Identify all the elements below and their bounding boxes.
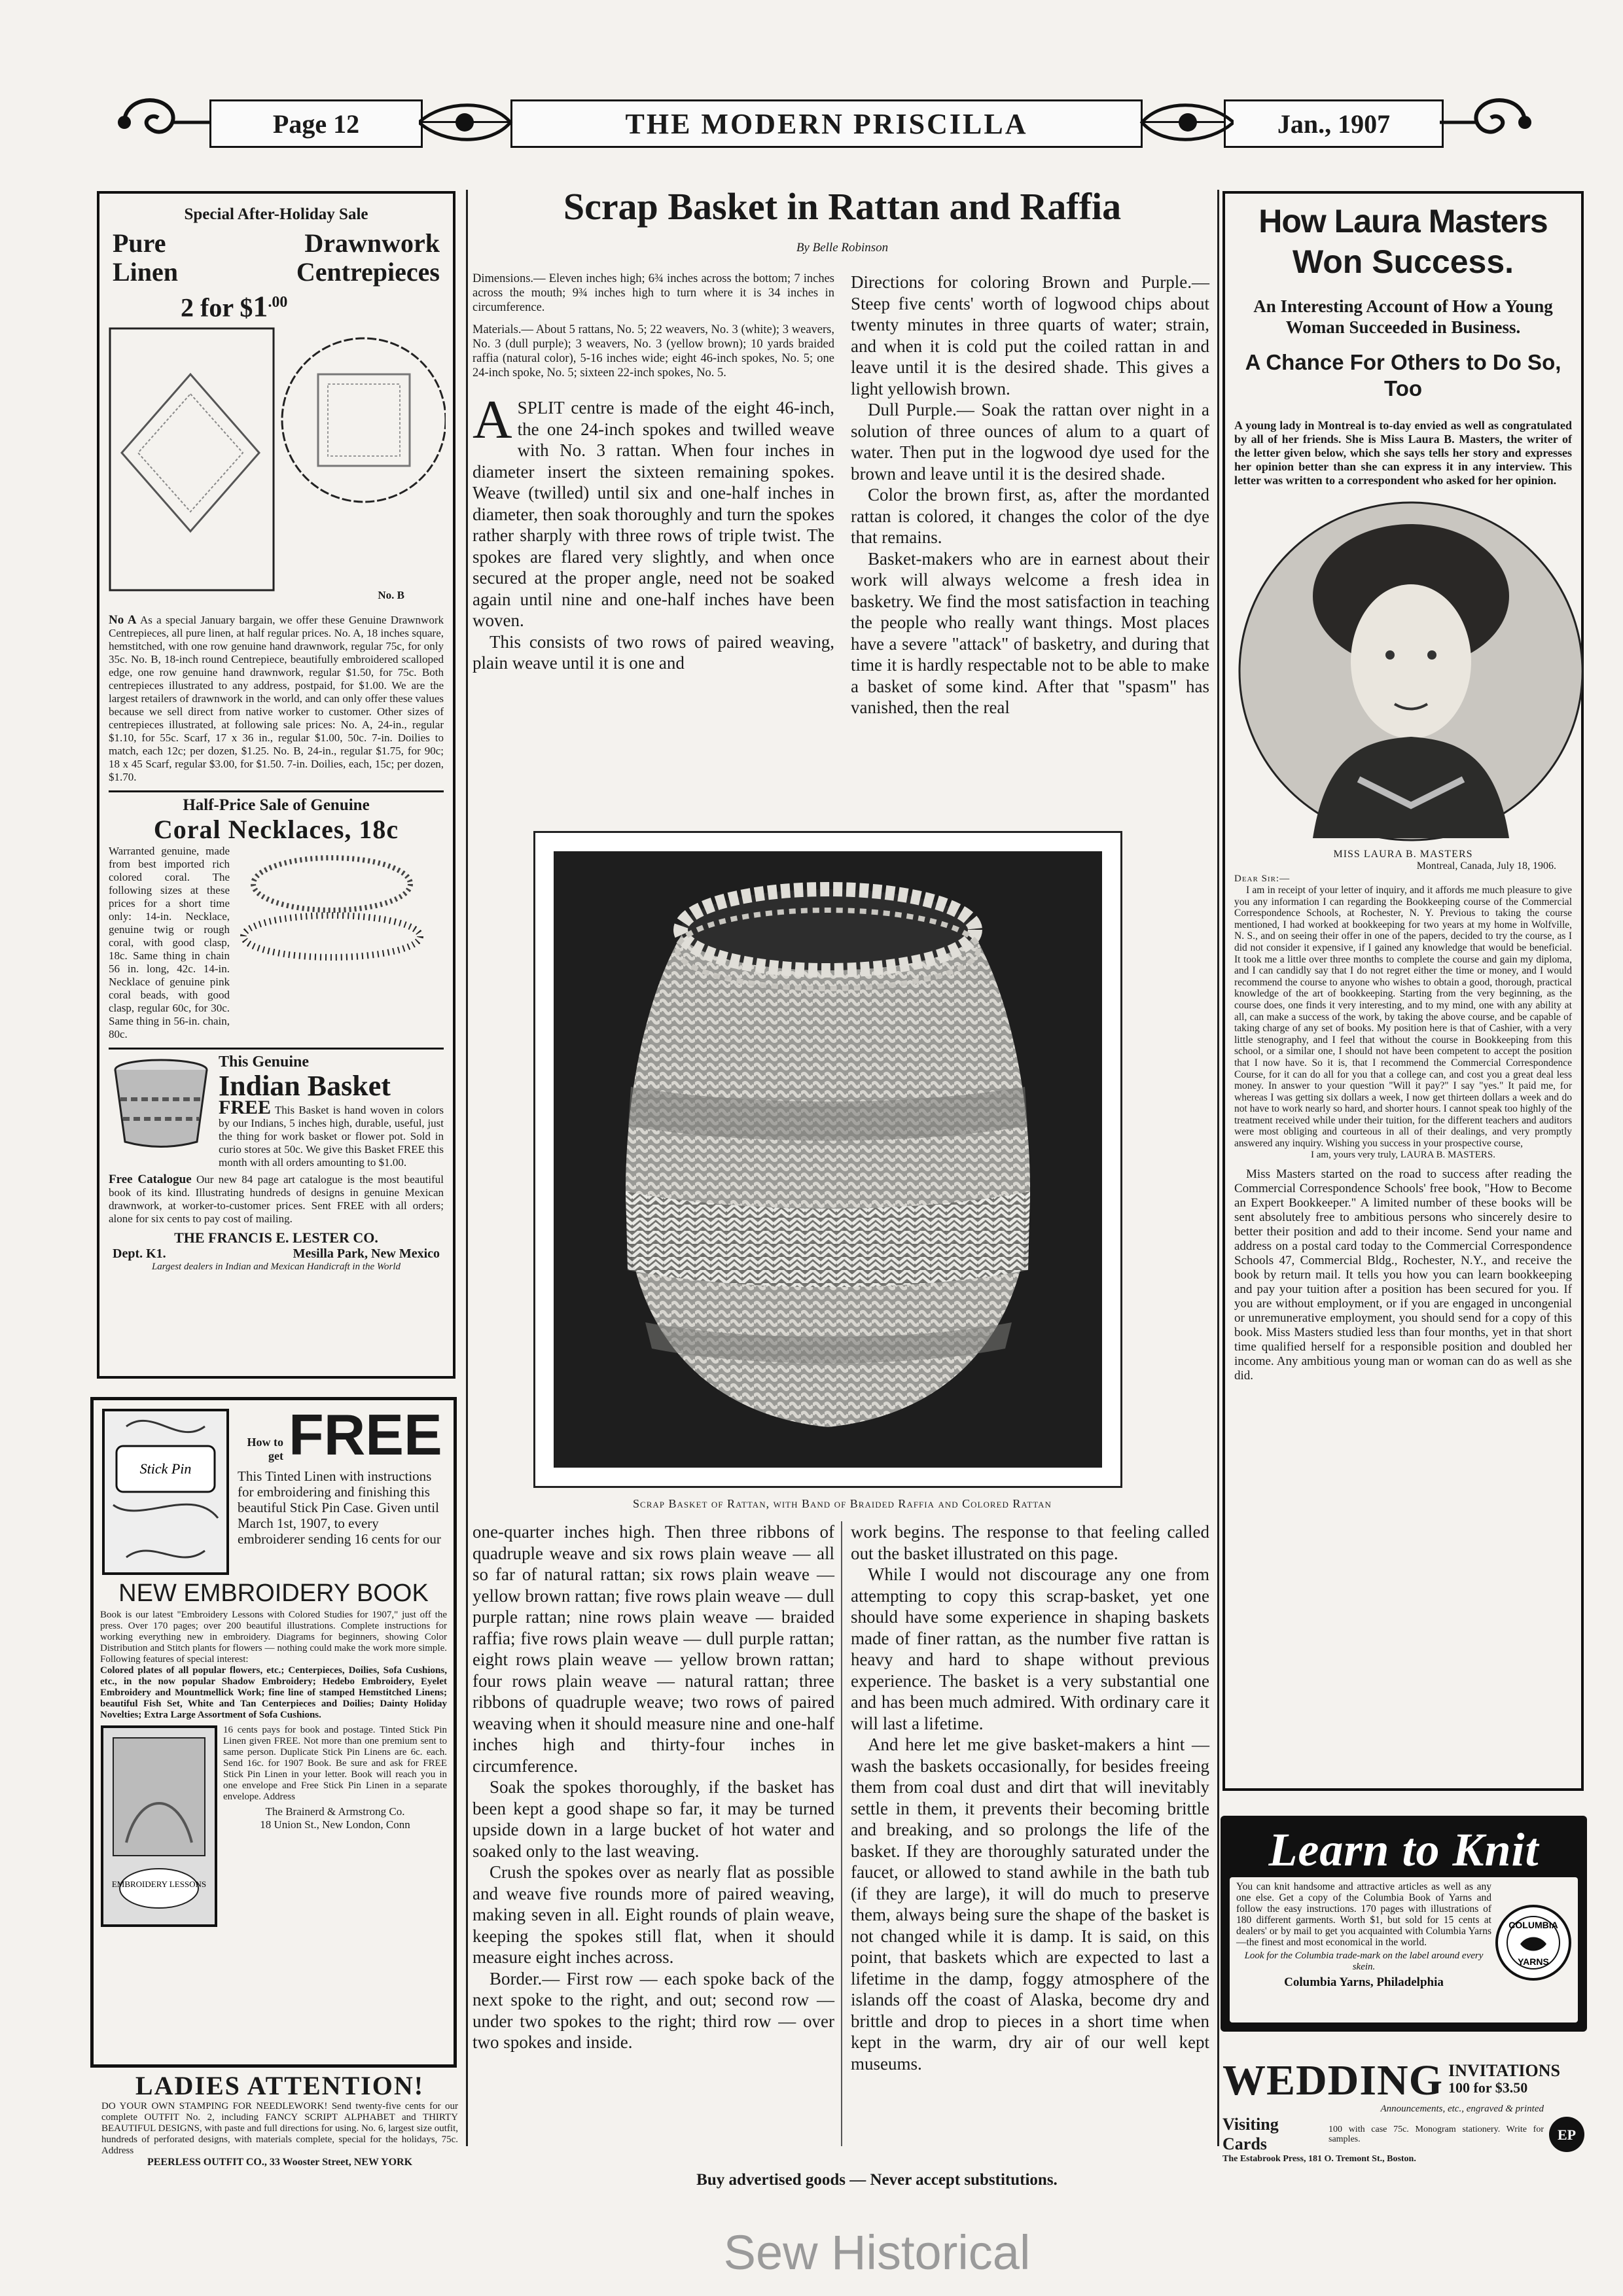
embroidery-intro: This Tinted Linen with instructions for embroidering and finishing this beautiful Stick Pin Case. Given until March 1st, 1907, to every embroiderer sending 16 cents for our (238, 1468, 441, 1547)
masthead-title: THE MODERN PRISCILLA (510, 99, 1143, 148)
wedding-body-a: Announcements, etc., engraved & printed (1380, 2104, 1544, 2114)
laura-masters-portrait (1234, 498, 1588, 845)
letter-signoff: I am, yours very truly, LAURA B. MASTERS. (1311, 1149, 1495, 1160)
column-rule-right (1217, 190, 1219, 2146)
stick-pin-case-illustration (100, 1407, 231, 1577)
linen-head-left-2: Linen (113, 257, 179, 287)
work-begins: work begins. The response to that feeling called out the basket illustrated on this page. (851, 1522, 1209, 1563)
embroidery-headline: NEW EMBROIDERY BOOK (118, 1580, 429, 1607)
embroidery-features: Colored plates of all popular flowers, etc.; Centerpieces, Doilies, Sofa Cushions, etc., in the now popular Shadow Embroidery; Hedebo Embroidery, Eyelet Embroidery and Mountmellick Work; fine line of stamped Hemstitched Linens; beautiful Fish Set, White and Tan Centerpieces and Doilies; Dainty Holiday Novelties; Extra Large Assortment of Sofa Cushions. (100, 1665, 447, 1720)
embroidery-free: FREE (289, 1402, 442, 1467)
linen-head-right-1: Drawnwork (304, 228, 440, 258)
brainerd-address-2: 18 Union St., New London, Conn (260, 1818, 410, 1831)
masters-title-2: Won Success. (1292, 243, 1514, 280)
column-rule-left (466, 190, 468, 2146)
article-inner-rule (841, 1521, 842, 2146)
embroidery-offer: 16 cents pays for book and postage. Tinted Stick Pin Linen given FREE. Not more than one premium sent to same person. Duplicate Stick Pin Linens are 6c. each. Send 16c. for 1907 Book. Be sure and ask for FREE Stick Pin Linen in your letter. Book will reach you in one envelope and Free Stick Pin Linen in a separate envelope. Address (223, 1725, 447, 1802)
knit-body: You can knit handsome and attractive articles as well as any one else. Get a copy of the Columbia Book of Yarns and follow the easy instructions. 170 pages with illustrations of 180 different garments. Worth $1, but sold for 15 cents at dealers' or by mail to get you acquainted with Columbia Yarns—the finest and most economical in the world. (1236, 1881, 1491, 1948)
coral-necklaces-illustration (234, 845, 430, 976)
masters-subhead-1: An Interesting Account of How a Young Woman Succeeded in Business. (1253, 296, 1553, 337)
wedding-invitations-ad (1222, 2057, 1586, 2164)
catalogue-body: Free Catalogue Our new 84 page art catalogue is the most beautiful book of its kind. Illustrating hundreds of designs in genuine Mexican drawnwork, at worker-to-customer prices. Sent FREE with all orders; alone for six cents to pay cost of mailing. (109, 1173, 444, 1225)
knit-trademark: Look for the Columbia trade-mark on the label around every skein. (1244, 1951, 1484, 1972)
center-left-ornament-icon (419, 86, 517, 158)
basket-kicker: This Genuine (219, 1053, 310, 1070)
basket-makers-para: Basket-makers who are in earnest about their work will always welcome a fresh idea in basketry. We find the most satisfaction in teaching the people who really want things. Most places have a severe "attack" of basketry, and during that time it is hardly respectable not to be able to make a basket of some kind. After that "spasm" has vanished, then the real (851, 548, 1209, 717)
photo-caption: Scrap Basket of Rattan, with Band of Braided Raffia and Colored Rattan (633, 1497, 1052, 1510)
ladies-body: DO YOUR OWN STAMPING FOR NEEDLEWORK! Send twenty-five cents for our complete OUTFIT No. 2, including FANCY SCRIPT ALPHABET and THIRTY BEAUTIFUL DESIGNS, with paste and full directions for using. No. 6, largest size outfit, hundreds of perforated designs, with materials complete, special for the holidays, 75c. Address (101, 2101, 458, 2156)
discourage-para: While I would not discourage any one from attempting to copy this scrap-basket, yet one should have some experience in shaping baskets made of finer rattan, as the number five rattan is heavy and hard to shape without previous experience. The basket is a very substantial one and has been much admired. With ordinary care it will last a lifetime. (851, 1564, 1209, 1733)
sew-historical-watermark: Sew Historical (723, 2225, 1031, 2280)
lester-address: Dept. K1. Mesilla Park, New Mexico (113, 1246, 440, 1261)
article-materials: Materials.— About 5 rattans, No. 5; 22 weavers, No. 3 (white); 3 weavers, No. 3 (dull purple); 3 weavers, No. 3 (yellow brown); 10 yards braided raffia (natural color), 5-16 inches wide; eight 46-inch spokes, No. 5; one 24-inch spoke, No. 5; sixteen 22-inch spokes, No. 5. (473, 323, 834, 380)
center-right-ornament-icon (1135, 86, 1234, 158)
seal-bottom: YARNS (1518, 1956, 1549, 1967)
embroidery-book-ad (90, 1397, 457, 2068)
article-byline: By Belle Robinson (796, 241, 889, 255)
wedding-footer: The Estabrook Press, 181 O. Tremont St., Boston. (1222, 2154, 1416, 2164)
masters-intro: A young lady in Montreal is to-day envied as well as congratulated by all of her friends. She is Miss Laura B. Masters, the writer of the letter given below, which she says tells her story and expresses her opinion better than she can express it in any interview. This letter was written to a correspondent who asked for her opinion. (1234, 419, 1572, 487)
article-dimensions: Dimensions.— Eleven inches high; 6¾ inches across the bottom; 7 inches across the mouth; 9¾ inches high to turn where it is 34 inches in circumference. (473, 272, 834, 314)
page-number-label: Page 12 (209, 99, 423, 148)
masters-subhead-2: A Chance For Others to Do So, Too (1245, 350, 1561, 400)
footer-tagline: Buy advertised goods — Never accept substitutions. (696, 2171, 1058, 2189)
laura-masters-ad (1222, 191, 1584, 1791)
left-scroll-ornament-icon (111, 86, 209, 158)
scrap-basket-photo (554, 851, 1102, 1468)
wedding-price: 100 for $3.50 (1448, 2079, 1528, 2096)
weaving-sequence: one-quarter inches high. Then three ribbons of quadruple weave and six rows plain weave — all so far of natural rattan; six rows plain weave — yellow brown rattan; five rows plain weave — dull purple rattan; nine rows plain weave — braided raffia; five rows plain weave — dull purple rattan; eight rows plain weave — yellow brown rattan; four rows plain weave — natural rattan; three ribbons of quadruple weave; two rows of paired weaving when it should measure nine and one-half inches high and thirty-four inches in circumference. (473, 1522, 834, 1776)
case-label: Stick Pin (139, 1460, 192, 1477)
ladies-attention-ad (101, 2071, 458, 2169)
right-scroll-ornament-icon (1440, 86, 1538, 158)
basket-title: Indian Basket (219, 1070, 391, 1102)
color-brown-first: Color the brown first, as, after the mordanted rattan is colored, it changes the color of the dye that remains. (851, 485, 1209, 547)
estabrook-press-seal-icon (1548, 2115, 1586, 2153)
basket-body: FREE This Basket is hand woven in colors by our Indians, 5 inches high, durable, useful, just the thing for work basket or flower pot. Sold in curio stores at 50c. We give this Basket FREE this month with all orders amounting to $1.00. (219, 1097, 444, 1169)
article-col2-bottom (851, 1521, 1209, 2074)
ladies-headline: LADIES ATTENTION! (135, 2071, 425, 2100)
embroidery-book-illustration (100, 1725, 218, 1928)
page-header (111, 85, 1538, 164)
masters-letter: I am in receipt of your letter of inquiry, and it affords me much pleasure to give you any information I can regarding the Bookkeeping course of the Commercial Correspondence Schools, at Rochester, N. Y. Previous to taking the course mentioned, I had worked at bookkeeping for two years at my home in Wolfville, N. S., and on seeing their offer in one of the papers, decided to try the course, as I did not consider it expensive, if I gained any knowledge that would be beneficial. It took me a little over three months to complete the course and gain my diploma, and I can candidly say that I do not regret either the time or money, and I would recommend the course to anyone who wishes to obtain a good, thorough, practical knowledge of the art of bookkeeping. Starting from the very beginning, as the course does, one finds it very interesting, and to my mind, one with any ability at all, can make a success of the work, by taking the above course, and be capable of taking charge of any set of books. My position here is that of Cashier, with a very little stenography, and I feel that without the course in Bookkeeping from this school, or a similar one, I should not have been competent to accept the position that I now have. So it is, that I recommend the Commercial Correspondence Course, for it can do all for you that a college can, and cost you a great deal less money. In answer to your question "Will it pay?" I say "yes." It paid me, for whereas I was getting six dollars a week, I now get thirteen dollars a week and do not have to work nearly so hard, and shorter hours. I cannot speak too highly of the treatment received while under their tuition, for the different teachers and auditors were most obliging and courteous in all of their dealings, and very promptly answered any inquiry. Wishing you success in your prospective course, (1234, 885, 1572, 1150)
linen-kicker: Special After-Holiday Sale (184, 205, 368, 223)
columbia-yarns-seal-icon (1494, 1903, 1573, 1982)
dull-purple-directions: Dull Purple.— Soak the rattan over night in a solution of three ounces of alum to a quart of water. Then put in the logwood dye used for the brown and leave until it is the desired shade. (851, 400, 1209, 484)
linen-head-right-2: Centrepieces (296, 257, 440, 287)
coloring-directions: Directions for coloring Brown and Purple.— Steep five cents' worth of logwood chips about twenty minutes in three quarts of water; strain, and when it is cold put the coiled rattan in and leave until it is the desired shade. This gives a light yellowish brown. (851, 272, 1209, 398)
seal-top: COLUMBIA (1508, 1920, 1558, 1930)
article-para1: A SPLIT centre is made of the eight 46-inch, the one 24-inch spokes and twilled weave with No. 3 rattan. When four inches in diameter insert the sixteen remaining spokes. Weave (twilled) until six and one-half inches in diameter, then soak thoroughly and turn the spokes rather sharply with three rows of triple twist. The spokes are flared very slightly, and when once secured at the proper angle, need not be soaked again until nine and one-half inches have been woven. (473, 389, 834, 630)
masters-title-1: How Laura Masters (1258, 203, 1548, 239)
crush-spokes: Crush the spokes over as nearly flat as possible and weave five rounds more of paired weaving, making seven in all. Eight rounds of plain weave, keeping the spokes still flat, when it should measure eight inches across. (473, 1862, 834, 1967)
knit-title: Learn to Knit (1268, 1824, 1539, 1876)
article-title: Scrap Basket in Rattan and Raffia (563, 185, 1122, 228)
knit-signature: Columbia Yarns, Philadelphia (1284, 1975, 1444, 1989)
how-to-get: How to get (247, 1436, 283, 1462)
article-para2: This consists of two rows of paired weaving, plain weave until it is one and (473, 631, 834, 673)
coral-kicker: Half-Price Sale of Genuine (183, 796, 370, 814)
embroidery-body: Book is our latest "Embroidery Lessons with Colored Studies for 1907," just off the press. Over 170 pages; over 200 beautiful illustrations. Complete instructions for working everything new in embroidery. Diagrams for beginners, showing Color Distribution and Stitch plants for flowers — nothing could make the work more simple. Following features of special interest: (100, 1610, 447, 1665)
wedding-body-c: 100 with case 75c. Monogram stationery. Write for samples. (1329, 2125, 1544, 2144)
letter-dateline: Montreal, Canada, July 18, 1906. (1416, 860, 1556, 872)
learn-to-knit-ad (1221, 1816, 1587, 2032)
letter-salutation: Dear Sir:— (1234, 874, 1291, 884)
linen-head-left-1: Pure (113, 228, 166, 258)
linen-price: 2 for $\$1^{.00}$ (181, 289, 288, 323)
wash-baskets-para: And here let me give basket-makers a hint — wash the baskets occasionally, for besides freeing them from coal dust and dirt that will inevitably settle in them, it prevents their becoming brittle and breaking, and so prolongs the life of the basket. If they are thoroughly saturated under the faucet, or allowed to stand awhile in the bath tub (if they are large), it will do much to preserve them, always being sure the shape of the basket is not changed while it is damp. It is said, on this point, that baskets which are expected to last a lifetime in the damp, foggy atmosphere of the islands off the coast of Alaska, become dry and brittle and drop to pieces in a short time when kept in the warm, dry air of our well kept museums. (851, 1735, 1209, 2074)
border-directions: Border.— First row — each spoke back of the next spoke to the right, and out; second row — under two spokes to the right; third row — over two spokes and inside. (473, 1968, 834, 2052)
article-col1-top (473, 272, 834, 674)
book-label: EMBROIDERY LESSONS (111, 1879, 207, 1889)
lester-company-name: THE FRANCIS E. LESTER CO. (174, 1229, 378, 1246)
ep-seal: EP (1557, 2126, 1577, 2143)
masters-closing: Miss Masters started on the road to success after reading the Commercial Correspondence Schools' free book, "How to Become an Expert Bookkeeper." A limited number of these books will be sent absolutely free to ambitious persons who sincerely desire to better their position and add to their income. Send your name and address on a postal card today to the Commercial Correspondence Schools 47, Commercial Bldg., Rochester, N.Y., and receive the book by return mail. It tells you how you can learn bookkeeping and pay your tuition after a position has been secured for you. If you are without employment, or if you are engaged in uncongenial or unremunerative employment, you should send for a copy of this book. Miss Masters studied less than four months, yet in that short time qualified herself for a responsible position and doubled her income. Any ambitious young man or woman can do as well as she did. (1234, 1167, 1572, 1383)
basket-photo-frame (533, 831, 1122, 1488)
label-no-b: No. B (378, 589, 404, 601)
brainerd-address-1: The Brainerd & Armstrong Co. (265, 1805, 405, 1818)
coral-body: Warranted genuine, made from best imported rich colored coral. The following sizes at these prices for a short time only: 14-in. Necklace, genuine twig or rough coral, with good clasp, 18c. Same thing in chain 56 in. long, 42c. 14-in. Necklace of genuine pink coral beads, with good clasp, regular 60c, for 30c. Same thing in 56-in. chain, 80c. (109, 845, 230, 1040)
ladies-footer: PEERLESS OUTFIT CO., 33 Wooster Street, NEW YORK (147, 2157, 413, 2168)
linen-body: No A As a special January bargain, we offer these Genuine Drawnwork Centrepieces, all pure linen, at half regular prices. No. A, 18 inches square, hemstitched, with one row genuine hand drawnwork, regular 75c, for only 35c. No. B, 18-inch round Centrepiece, beautifully embroidered scalloped edge, one row genuine hand drawnwork, regular $1.50, for 75c. Both centrepieces illustrated to any address, postpaid, for $1.00. We are the largest retailers of drawnwork in the world, and can only offer these values because we sell direct from native worker to customer. Other sizes of centrepieces illustrated, at following sale prices: No. A, 24-in., regular $1.10, for 55c. Scarf, 17 x 36 in., regular $1.00, 50c. 7-in. Doilies to match, each 12c; per dozen, $1.25. No. B, 24-in., regular $1.75, for 90c; 18 x 45 Scarf, regular $3.00, for $1.50. 7-in. Doilies, each, 15c; per dozen, $1.70. (109, 613, 444, 783)
drawnwork-centrepieces-illustration (109, 322, 446, 597)
wedding-headline: WEDDING (1222, 2057, 1444, 2104)
issue-date: Jan., 1907 (1224, 99, 1444, 148)
indian-basket-illustration (109, 1053, 213, 1152)
article-col2-top (851, 272, 1209, 718)
portrait-caption: MISS LAURA B. MASTERS (1333, 849, 1473, 860)
coral-title: Coral Necklaces, 18c (153, 815, 399, 844)
wedding-invitations: INVITATIONS (1448, 2061, 1561, 2080)
soak-spokes: Soak the spokes thoroughly, if the basket has been kept a good shape so far, it may be turned upside down in a large bucket of hot water and soaked only to the last weaving. (473, 1777, 834, 1861)
article-col1-bottom (473, 1521, 834, 2053)
wedding-body-b: Visiting Cards (1222, 2115, 1279, 2153)
linen-coral-basket-ad (97, 191, 455, 1379)
lester-tagline: Largest dealers in Indian and Mexican Handicraft in the World (151, 1262, 401, 1272)
